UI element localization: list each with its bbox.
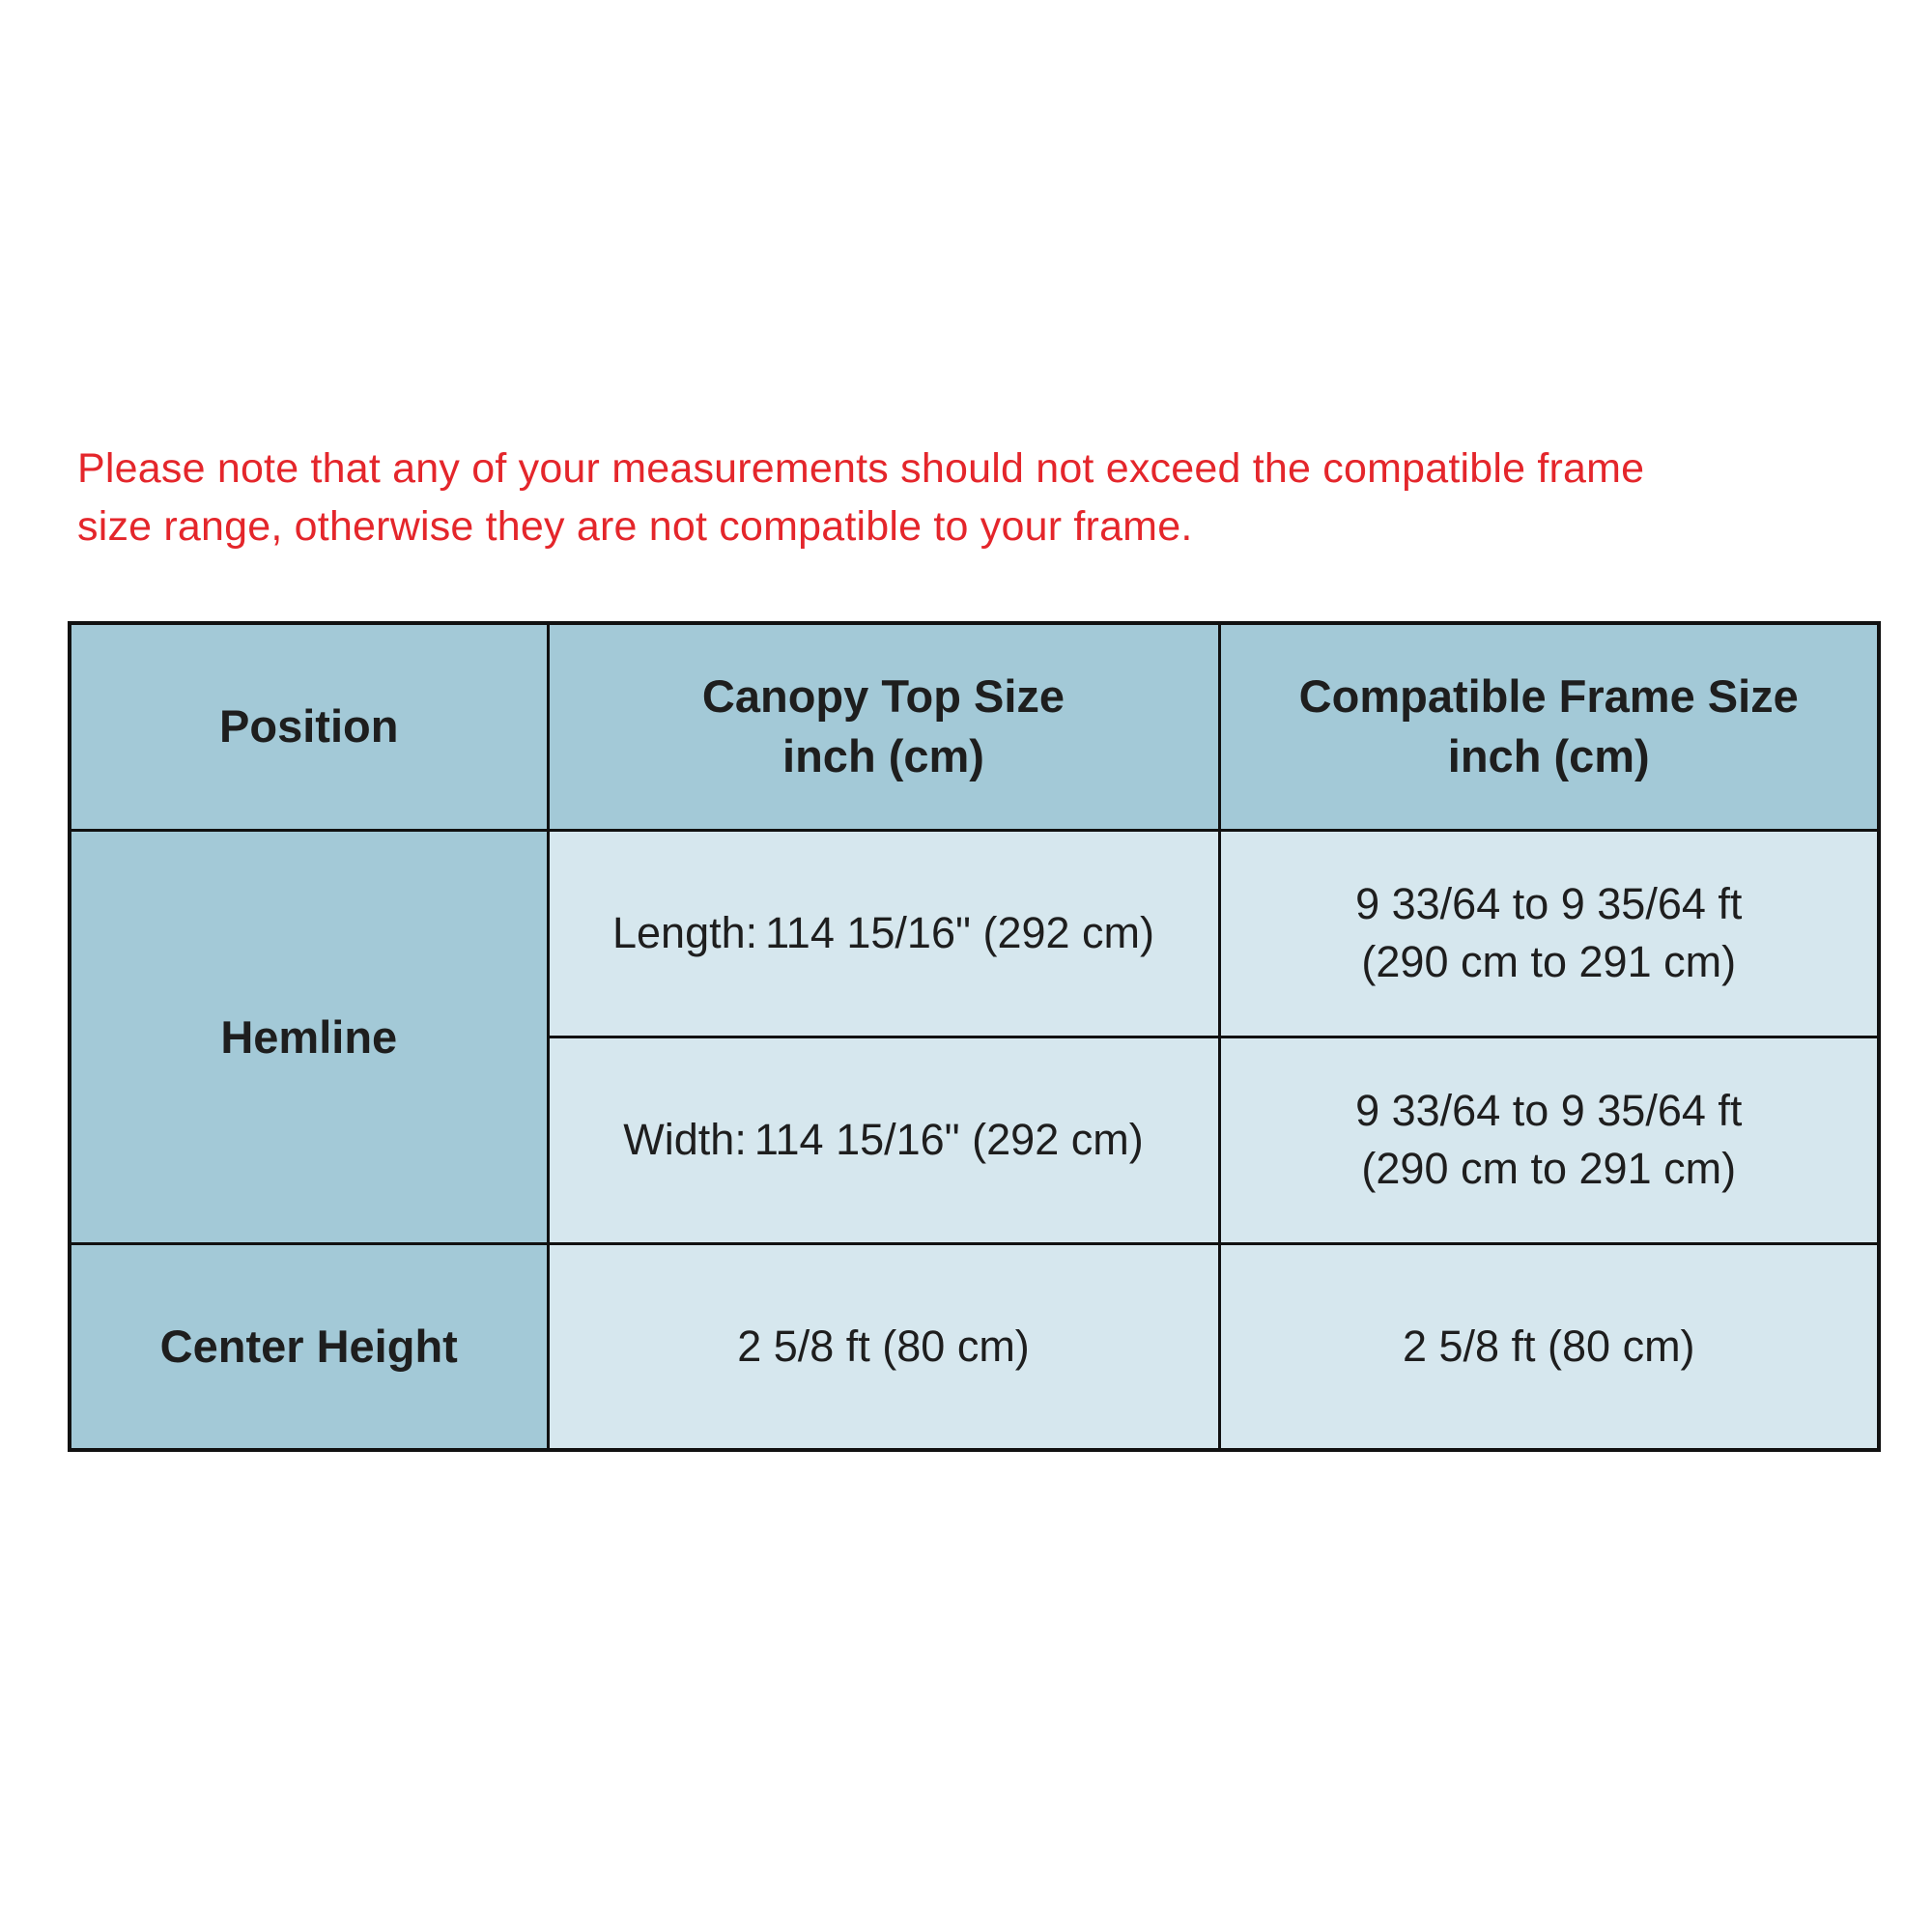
width-canopy-value: 114 15/16" (292 cm) <box>753 1115 1144 1164</box>
header-position-label: Position <box>219 700 399 753</box>
length-canopy-value: 114 15/16" (292 cm) <box>765 908 1154 957</box>
notice-line-2: size range, otherwise they are not compatible to your frame. <box>77 503 1193 550</box>
cell-center-height-canopy <box>548 1243 1219 1450</box>
header-canopy-size <box>548 623 1219 830</box>
row-label-hemline <box>70 830 548 1243</box>
length-label: Length: <box>611 908 758 957</box>
table-row-center-height <box>70 1243 1879 1450</box>
width-frame-line2: (290 cm to 291 cm) <box>1361 1144 1737 1193</box>
size-table <box>68 621 1881 1452</box>
center-height-label: Center Height <box>159 1321 458 1373</box>
row-label-center-height <box>70 1243 548 1450</box>
cell-length-frame <box>1219 830 1879 1037</box>
hemline-label: Hemline <box>220 1010 398 1063</box>
cell-width-canopy <box>548 1037 1219 1243</box>
cell-center-height-frame <box>1219 1243 1879 1450</box>
length-frame-line1: 9 33/64 to 9 35/64 ft <box>1355 879 1743 928</box>
table-header-row <box>70 623 1879 830</box>
width-label: Width: <box>623 1115 747 1164</box>
header-canopy-line1: Canopy Top Size <box>701 670 1065 723</box>
header-position <box>70 623 548 830</box>
length-frame-line2: (290 cm to 291 cm) <box>1361 937 1737 986</box>
header-frame-size <box>1219 623 1879 830</box>
center-height-frame-value: 2 5/8 ft (80 cm) <box>1402 1321 1695 1371</box>
notice-line-1: Please note that any of your measurements should not exceed the compatible frame <box>77 445 1645 492</box>
cell-length-canopy <box>548 830 1219 1037</box>
compatibility-notice <box>77 440 1874 555</box>
width-frame-line1: 9 33/64 to 9 35/64 ft <box>1355 1086 1743 1135</box>
center-height-canopy-value: 2 5/8 ft (80 cm) <box>737 1321 1030 1371</box>
cell-width-frame <box>1219 1037 1879 1243</box>
header-frame-line1: Compatible Frame Size <box>1298 670 1799 723</box>
header-frame-line2: inch (cm) <box>1447 730 1650 782</box>
table-row-hemline-length <box>70 830 1879 1037</box>
header-canopy-line2: inch (cm) <box>782 730 984 782</box>
